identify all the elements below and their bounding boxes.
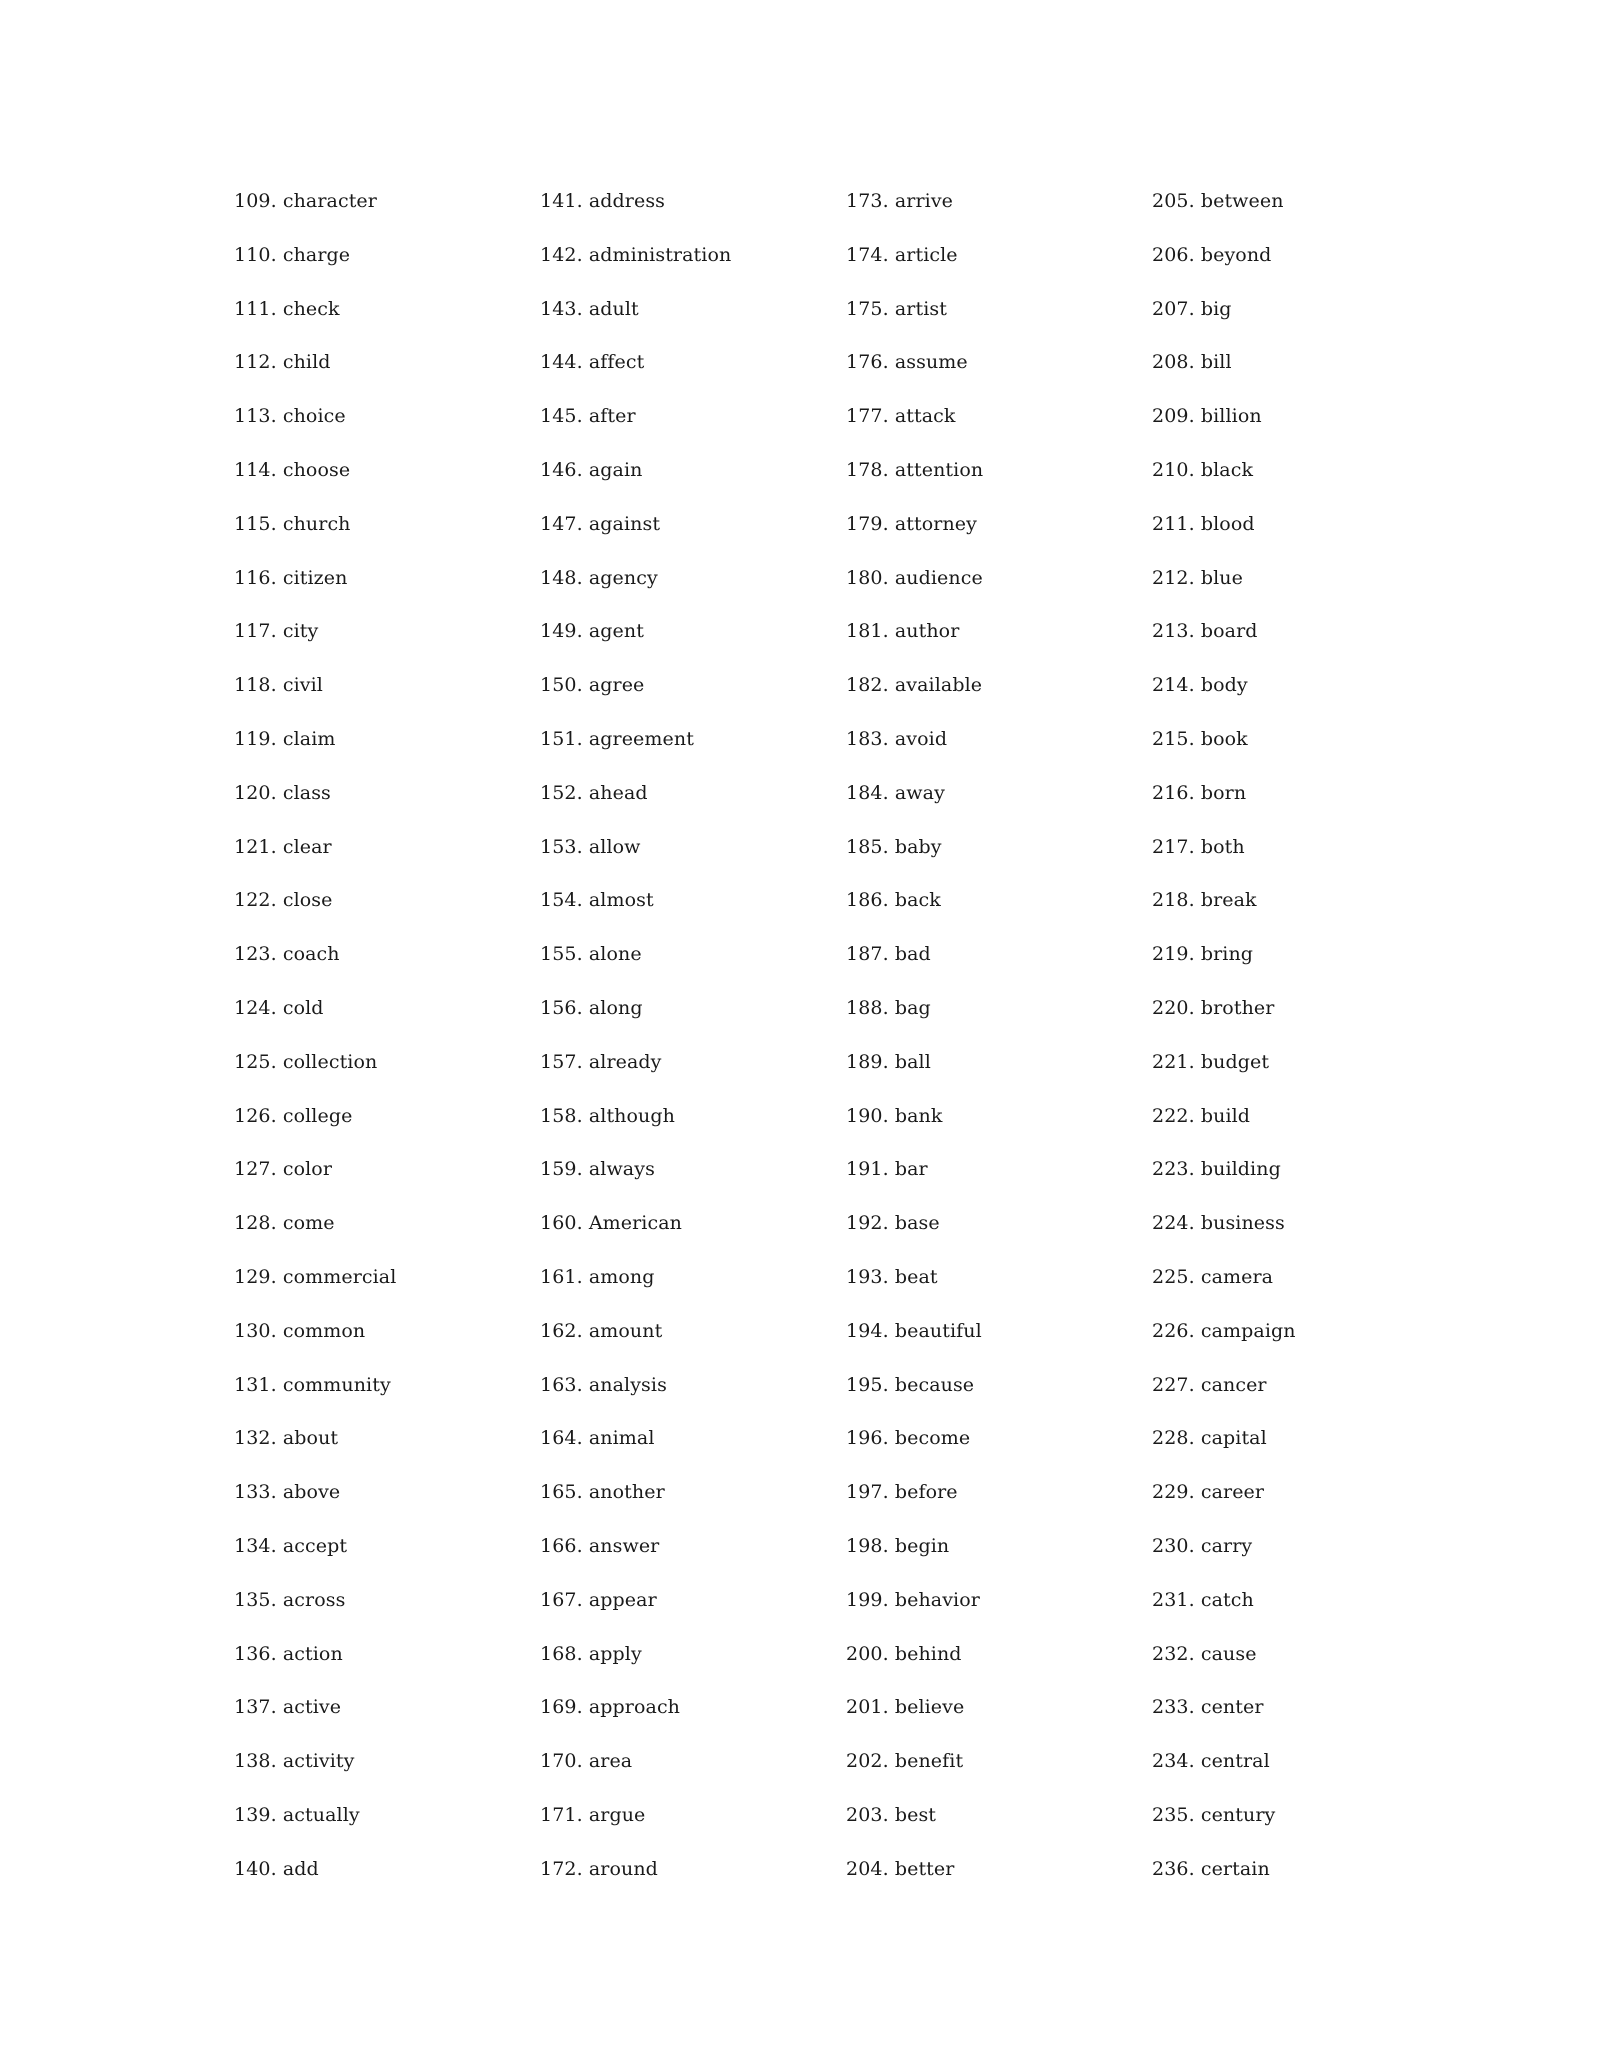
word-list-item: 112. child (234, 351, 331, 374)
word-list-item: 157. already (540, 1050, 662, 1073)
word-list-item: 192. base (846, 1212, 940, 1235)
word-list-item: 148. agency (540, 566, 658, 589)
word-list-item: 155. alone (540, 943, 642, 966)
word-list-item: 136. action (234, 1642, 343, 1665)
word-list-item: 181. author (846, 620, 960, 643)
word-list-item: 221. budget (1152, 1050, 1270, 1073)
word-list-item: 123. coach (234, 943, 340, 966)
word-list-item: 209. billion (1152, 405, 1262, 428)
word-list-item: 219. bring (1152, 943, 1254, 966)
word-list-item: 135. across (234, 1588, 346, 1611)
word-list-item: 151. agreement (540, 727, 694, 750)
word-list-item: 168. apply (540, 1642, 642, 1665)
word-list-item: 233. center (1152, 1696, 1264, 1719)
word-list-item: 203. best (846, 1803, 937, 1826)
word-list-item: 131. community (234, 1373, 391, 1396)
word-list-item: 186. back (846, 889, 941, 912)
word-list-item: 210. black (1152, 458, 1254, 481)
word-list-item: 147. against (540, 512, 661, 535)
word-list-item: 190. bank (846, 1104, 943, 1127)
word-list-item: 127. color (234, 1158, 333, 1181)
word-list-item: 129. commercial (234, 1265, 397, 1288)
word-list-item: 214. body (1152, 674, 1248, 697)
word-list-item: 125. collection (234, 1050, 378, 1073)
word-list-item: 160. American (540, 1212, 682, 1235)
word-list-item: 212. blue (1152, 566, 1243, 589)
word-list-item: 111. check (234, 297, 340, 320)
word-list-item: 231. catch (1152, 1588, 1254, 1611)
word-list-item: 110. charge (234, 243, 351, 266)
word-list-item: 161. among (540, 1265, 655, 1288)
word-list-item: 163. analysis (540, 1373, 667, 1396)
word-list-item: 182. available (846, 674, 983, 697)
word-list-item: 228. capital (1152, 1427, 1267, 1450)
word-list-item: 180. audience (846, 566, 983, 589)
word-list-item: 204. better (846, 1857, 955, 1880)
word-list-item: 223. building (1152, 1158, 1281, 1181)
word-column-2 (540, 186, 846, 1908)
word-list-item: 174. article (846, 243, 958, 266)
word-list-item: 199. behavior (846, 1588, 980, 1611)
word-list-item: 230. carry (1152, 1534, 1253, 1557)
word-list-item: 196. become (846, 1427, 971, 1450)
word-list-item: 205. between (1152, 190, 1284, 212)
word-list-item: 200. behind (846, 1642, 962, 1665)
word-list-item: 202. benefit (846, 1750, 964, 1773)
word-list-item: 153. allow (540, 835, 641, 858)
word-list-item: 226. campaign (1152, 1319, 1296, 1342)
word-list-item: 152. ahead (540, 781, 648, 804)
word-list-item: 218. break (1152, 889, 1257, 912)
word-list-item: 165. another (540, 1481, 665, 1504)
word-column-4 (1152, 186, 1458, 1908)
word-list-item: 183. avoid (846, 727, 948, 750)
word-list-item: 143. adult (540, 297, 639, 320)
word-list-item: 126. college (234, 1104, 353, 1127)
word-list-item: 139. actually (234, 1803, 360, 1826)
word-list-item: 133. above (234, 1481, 341, 1504)
word-list-item: 213. board (1152, 620, 1258, 643)
word-list-page (234, 186, 1494, 1908)
word-list-item: 117. city (234, 620, 319, 643)
word-list-item: 187. bad (846, 943, 931, 966)
word-list-item: 142. administration (540, 243, 732, 266)
word-list-item: 124. cold (234, 996, 324, 1019)
word-list-item: 208. bill (1152, 351, 1232, 374)
word-list-item: 217. both (1152, 835, 1245, 858)
word-list-item: 158. although (540, 1104, 675, 1127)
word-list-item: 122. close (234, 889, 333, 912)
word-list-item: 138. activity (234, 1750, 355, 1773)
word-list-item: 166. answer (540, 1534, 660, 1557)
word-list-item: 176. assume (846, 351, 968, 374)
word-list-item: 184. away (846, 781, 945, 804)
word-list-item: 119. claim (234, 727, 336, 750)
word-list-item: 232. cause (1152, 1642, 1257, 1665)
word-column-1 (234, 186, 540, 1908)
word-list-item: 154. almost (540, 889, 654, 912)
word-list-item: 115. church (234, 512, 351, 535)
word-list-item: 169. approach (540, 1696, 681, 1719)
word-list-item: 234. central (1152, 1750, 1270, 1773)
word-list-item: 146. again (540, 458, 643, 481)
word-list-item: 229. career (1152, 1481, 1265, 1504)
word-list-item: 207. big (1152, 297, 1232, 320)
word-list-item: 171. argue (540, 1803, 646, 1826)
word-list-item: 211. blood (1152, 512, 1255, 535)
word-list-item: 189. ball (846, 1050, 931, 1073)
word-list-item: 220. brother (1152, 996, 1275, 1019)
word-list-item: 114. choose (234, 458, 351, 481)
word-list-item: 236. certain (1152, 1857, 1270, 1880)
word-list-item: 206. beyond (1152, 243, 1272, 266)
word-list-item: 194. beautiful (846, 1319, 982, 1342)
word-list-item: 164. animal (540, 1427, 655, 1450)
word-list-item: 156. along (540, 996, 643, 1019)
word-list-item: 185. baby (846, 835, 942, 858)
word-list-item: 145. after (540, 405, 636, 428)
word-list-item: 167. appear (540, 1588, 657, 1611)
word-list-item: 227. cancer (1152, 1373, 1267, 1396)
word-list-item: 178. attention (846, 458, 984, 481)
word-list-item: 128. come (234, 1212, 335, 1235)
word-list-item: 118. civil (234, 674, 323, 697)
word-list-item: 170. area (540, 1750, 633, 1773)
word-list-item: 177. attack (846, 405, 956, 428)
word-list-item: 113. choice (234, 405, 346, 428)
word-list-item: 121. clear (234, 835, 332, 858)
word-list-item: 172. around (540, 1857, 658, 1880)
word-list-item: 216. born (1152, 781, 1247, 804)
word-list-item: 197. before (846, 1481, 958, 1504)
word-list-item: 224. business (1152, 1212, 1285, 1235)
word-list-item: 132. about (234, 1427, 339, 1450)
word-list-item: 222. build (1152, 1104, 1251, 1127)
word-list-item: 150. agree (540, 674, 645, 697)
word-list-item: 201. believe (846, 1696, 965, 1719)
word-list-item: 159. always (540, 1158, 655, 1181)
word-list-item: 193. beat (846, 1265, 938, 1288)
word-list-item: 109. character (234, 190, 377, 212)
word-list-item: 235. century (1152, 1803, 1276, 1826)
word-list-item: 162. amount (540, 1319, 663, 1342)
word-list-item: 141. address (540, 190, 666, 212)
word-list-item: 173. arrive (846, 190, 953, 212)
word-list-item: 225. camera (1152, 1265, 1274, 1288)
word-list-item: 175. artist (846, 297, 947, 320)
word-list-item: 120. class (234, 781, 331, 804)
word-list-item: 116. citizen (234, 566, 348, 589)
word-list-item: 144. affect (540, 351, 645, 374)
word-list-item: 215. book (1152, 727, 1248, 750)
word-list-item: 188. bag (846, 996, 931, 1019)
word-list-item: 179. attorney (846, 512, 977, 535)
word-list-item: 149. agent (540, 620, 644, 643)
word-list-item: 191. bar (846, 1158, 928, 1181)
word-column-3 (846, 186, 1152, 1908)
word-list-item: 134. accept (234, 1534, 348, 1557)
word-list-item: 198. begin (846, 1534, 950, 1557)
word-list-item: 140. add (234, 1857, 319, 1880)
word-list-item: 195. because (846, 1373, 975, 1396)
word-list-item: 137. active (234, 1696, 342, 1719)
word-list-item: 130. common (234, 1319, 366, 1342)
